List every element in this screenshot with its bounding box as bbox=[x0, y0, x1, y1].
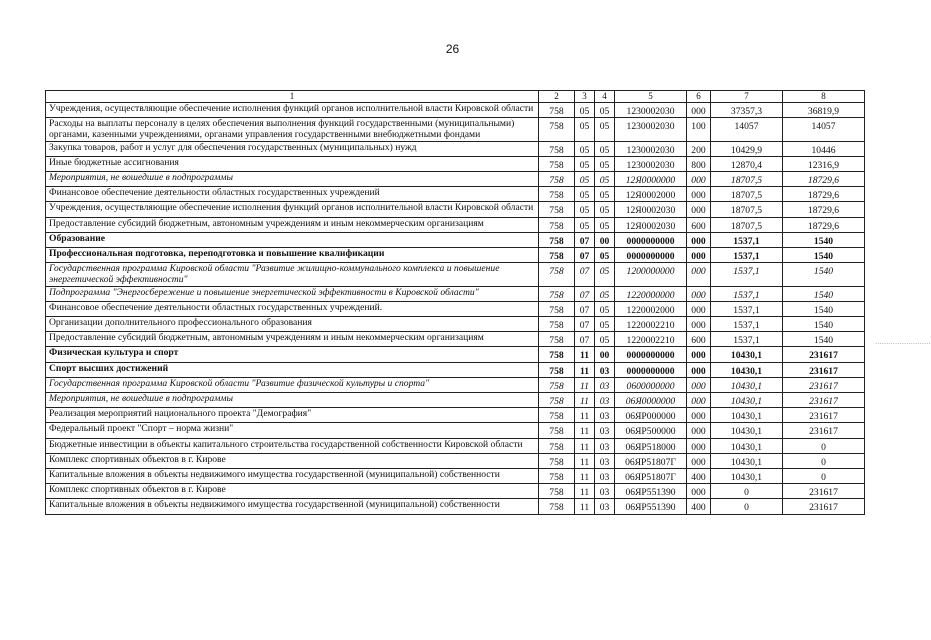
table-row bbox=[46, 438, 865, 453]
expense-type-code: 000 bbox=[687, 248, 711, 263]
row-name: Предоставление субсидий бюджетным, автономным учреждениям и иным некоммерческим организациям bbox=[46, 217, 539, 232]
subsection-code: 05 bbox=[595, 332, 615, 347]
row-name: Профессиональная подготовка, переподготовка и повышение квалификации bbox=[46, 248, 539, 263]
subsection-code: 05 bbox=[595, 187, 615, 202]
row-name: Подпрограмма "Энергосбережение и повышение энергетической эффективности в Кировской области" bbox=[46, 286, 539, 301]
amount-col7: 1537,1 bbox=[711, 301, 783, 316]
table-row bbox=[46, 423, 865, 438]
subsection-code: 03 bbox=[595, 362, 615, 377]
amount-col7: 10430,1 bbox=[711, 362, 783, 377]
row-name: Физическая культура и спорт bbox=[46, 347, 539, 362]
amount-col7: 0 bbox=[711, 499, 783, 514]
section-code: 11 bbox=[575, 362, 595, 377]
target-item-code: 12Я0000000 bbox=[615, 172, 687, 187]
target-item-code: 0000000000 bbox=[615, 347, 687, 362]
amount-col8: 1540 bbox=[783, 317, 865, 332]
expense-type-code: 000 bbox=[687, 393, 711, 408]
expense-type-code: 000 bbox=[687, 347, 711, 362]
row-name: Капитальные вложения в объекты недвижимого имущества государственной (муниципальной) собственности bbox=[46, 499, 539, 514]
section-code: 11 bbox=[575, 438, 595, 453]
row-name: Учреждения, осуществляющие обеспечение исполнения функций органов исполнительной власти Кировской области bbox=[46, 103, 539, 118]
ved-code: 758 bbox=[539, 438, 575, 453]
ved-code: 758 bbox=[539, 408, 575, 423]
row-name: Расходы на выплаты персоналу в целях обеспечения выполнения функций государственными (муниципальными) органами, казенными учреждениями, органами управления государственными внебюджетными фондами bbox=[46, 118, 539, 141]
amount-col7: 37357,3 bbox=[711, 103, 783, 118]
amount-col7: 1537,1 bbox=[711, 232, 783, 247]
section-code: 11 bbox=[575, 453, 595, 468]
amount-col7: 12870,4 bbox=[711, 156, 783, 171]
subsection-code: 05 bbox=[595, 172, 615, 187]
subsection-code: 05 bbox=[595, 286, 615, 301]
expense-type-code: 200 bbox=[687, 141, 711, 156]
amount-col8: 10446 bbox=[783, 141, 865, 156]
amount-col8: 231617 bbox=[783, 362, 865, 377]
target-item-code: 0000000000 bbox=[615, 232, 687, 247]
section-code: 11 bbox=[575, 484, 595, 499]
amount-col7: 0 bbox=[711, 484, 783, 499]
header-cell: 8 bbox=[783, 91, 865, 103]
target-item-code: 06ЯР51807Г bbox=[615, 453, 687, 468]
table-row bbox=[46, 217, 865, 232]
amount-col7: 10430,1 bbox=[711, 438, 783, 453]
expense-type-code: 000 bbox=[687, 187, 711, 202]
page-number: 26 bbox=[445, 42, 460, 56]
section-code: 11 bbox=[575, 377, 595, 392]
table-row bbox=[46, 141, 865, 156]
amount-col7: 10430,1 bbox=[711, 377, 783, 392]
section-code: 07 bbox=[575, 332, 595, 347]
expense-type-code: 000 bbox=[687, 286, 711, 301]
target-item-code: 06ЯР51807Г bbox=[615, 469, 687, 484]
amount-col7: 10430,1 bbox=[711, 347, 783, 362]
section-code: 05 bbox=[575, 172, 595, 187]
row-name: Финансовое обеспечение деятельности областных государственных учреждений bbox=[46, 187, 539, 202]
section-code: 05 bbox=[575, 141, 595, 156]
section-code: 05 bbox=[575, 217, 595, 232]
target-item-code: 1230002030 bbox=[615, 103, 687, 118]
row-name: Мероприятия, не вошедшие в подпрограммы bbox=[46, 172, 539, 187]
amount-col7: 10430,1 bbox=[711, 453, 783, 468]
amount-col8: 18729,6 bbox=[783, 202, 865, 217]
header-cell: 2 bbox=[539, 91, 575, 103]
expense-type-code: 000 bbox=[687, 202, 711, 217]
ved-code: 758 bbox=[539, 347, 575, 362]
target-item-code: 12Я0002030 bbox=[615, 202, 687, 217]
row-name: Комплекс спортивных объектов в г. Кирове bbox=[46, 484, 539, 499]
amount-col8: 231617 bbox=[783, 423, 865, 438]
target-item-code: 12Я0002000 bbox=[615, 187, 687, 202]
expense-type-code: 600 bbox=[687, 332, 711, 347]
row-name: Федеральный проект "Спорт – норма жизни" bbox=[46, 423, 539, 438]
ved-code: 758 bbox=[539, 217, 575, 232]
target-item-code: 1200000000 bbox=[615, 263, 687, 286]
target-item-code: 1230002030 bbox=[615, 141, 687, 156]
row-name: Спорт высших достижений bbox=[46, 362, 539, 377]
subsection-code: 05 bbox=[595, 156, 615, 171]
table-row bbox=[46, 103, 865, 118]
table-row bbox=[46, 469, 865, 484]
subsection-code: 03 bbox=[595, 438, 615, 453]
subsection-code: 03 bbox=[595, 423, 615, 438]
expense-type-code: 400 bbox=[687, 499, 711, 514]
target-item-code: 0600000000 bbox=[615, 377, 687, 392]
header-cell: 7 bbox=[711, 91, 783, 103]
amount-col7: 10430,1 bbox=[711, 469, 783, 484]
expense-type-code: 000 bbox=[687, 317, 711, 332]
table-row bbox=[46, 393, 865, 408]
row-name: Реализация мероприятий национального проекта "Демография" bbox=[46, 408, 539, 423]
subsection-code: 03 bbox=[595, 377, 615, 392]
ved-code: 758 bbox=[539, 469, 575, 484]
expense-type-code: 000 bbox=[687, 172, 711, 187]
amount-col7: 10429,9 bbox=[711, 141, 783, 156]
ved-code: 758 bbox=[539, 103, 575, 118]
amount-col7: 18707,5 bbox=[711, 217, 783, 232]
amount-col8: 231617 bbox=[783, 377, 865, 392]
table-row bbox=[46, 156, 865, 171]
expense-type-code: 000 bbox=[687, 453, 711, 468]
ved-code: 758 bbox=[539, 499, 575, 514]
ved-code: 758 bbox=[539, 317, 575, 332]
amount-col8: 1540 bbox=[783, 232, 865, 247]
amount-col8: 231617 bbox=[783, 393, 865, 408]
expense-type-code: 000 bbox=[687, 362, 711, 377]
expense-type-code: 000 bbox=[687, 377, 711, 392]
amount-col7: 18707,5 bbox=[711, 172, 783, 187]
section-code: 05 bbox=[575, 202, 595, 217]
table-row bbox=[46, 499, 865, 514]
target-item-code: 1220002210 bbox=[615, 332, 687, 347]
row-name: Комплекс спортивных объектов в г. Кирове bbox=[46, 453, 539, 468]
header-cell: 4 bbox=[595, 91, 615, 103]
amount-col7: 1537,1 bbox=[711, 263, 783, 286]
table-row bbox=[46, 187, 865, 202]
table-row bbox=[46, 301, 865, 316]
amount-col7: 1537,1 bbox=[711, 286, 783, 301]
expense-type-code: 000 bbox=[687, 263, 711, 286]
amount-col7: 18707,5 bbox=[711, 202, 783, 217]
row-name: Предоставление субсидий бюджетным, автономным учреждениям и иным некоммерческим организациям bbox=[46, 332, 539, 347]
subsection-code: 05 bbox=[595, 202, 615, 217]
ved-code: 758 bbox=[539, 118, 575, 141]
table-row bbox=[46, 317, 865, 332]
amount-col8: 12316,9 bbox=[783, 156, 865, 171]
table-row bbox=[46, 332, 865, 347]
amount-col8: 0 bbox=[783, 453, 865, 468]
table-row bbox=[46, 377, 865, 392]
section-code: 11 bbox=[575, 423, 595, 438]
section-code: 07 bbox=[575, 263, 595, 286]
amount-col8: 18729,6 bbox=[783, 217, 865, 232]
expense-type-code: 800 bbox=[687, 156, 711, 171]
row-name: Организации дополнительного профессионального образования bbox=[46, 317, 539, 332]
target-item-code: 06ЯР518000 bbox=[615, 438, 687, 453]
table-row bbox=[46, 286, 865, 301]
amount-col8: 18729,6 bbox=[783, 172, 865, 187]
row-name: Бюджетные инвестиции в объекты капитального строительства государственной собственности Кировской области bbox=[46, 438, 539, 453]
ved-code: 758 bbox=[539, 332, 575, 347]
expense-type-code: 000 bbox=[687, 438, 711, 453]
row-name: Закупка товаров, работ и услуг для обеспечения государственных (муниципальных) нужд bbox=[46, 141, 539, 156]
target-item-code: 06ЯР551390 bbox=[615, 484, 687, 499]
amount-col8: 1540 bbox=[783, 301, 865, 316]
amount-col7: 10430,1 bbox=[711, 393, 783, 408]
subsection-code: 05 bbox=[595, 103, 615, 118]
target-item-code: 1220002210 bbox=[615, 317, 687, 332]
amount-col7: 10430,1 bbox=[711, 408, 783, 423]
subsection-code: 05 bbox=[595, 248, 615, 263]
target-item-code: 06ЯР000000 bbox=[615, 408, 687, 423]
section-code: 05 bbox=[575, 103, 595, 118]
amount-col8: 231617 bbox=[783, 484, 865, 499]
target-item-code: 06ЯР500000 bbox=[615, 423, 687, 438]
amount-col8: 1540 bbox=[783, 286, 865, 301]
section-code: 11 bbox=[575, 469, 595, 484]
amount-col8: 36819,9 bbox=[783, 103, 865, 118]
subsection-code: 05 bbox=[595, 141, 615, 156]
section-code: 07 bbox=[575, 301, 595, 316]
section-code: 07 bbox=[575, 248, 595, 263]
ved-code: 758 bbox=[539, 248, 575, 263]
subsection-code: 03 bbox=[595, 408, 615, 423]
ved-code: 758 bbox=[539, 156, 575, 171]
expense-type-code: 000 bbox=[687, 423, 711, 438]
table-row bbox=[46, 118, 865, 141]
expense-type-code: 100 bbox=[687, 118, 711, 141]
amount-col8: 231617 bbox=[783, 499, 865, 514]
header-cell: 5 bbox=[615, 91, 687, 103]
ved-code: 758 bbox=[539, 423, 575, 438]
amount-col8: 1540 bbox=[783, 263, 865, 286]
amount-col8: 231617 bbox=[783, 347, 865, 362]
amount-col7: 10430,1 bbox=[711, 423, 783, 438]
amount-col7: 1537,1 bbox=[711, 317, 783, 332]
row-name: Иные бюджетные ассигнования bbox=[46, 156, 539, 171]
amount-col8: 1540 bbox=[783, 332, 865, 347]
subsection-code: 03 bbox=[595, 469, 615, 484]
target-item-code: 1220002000 bbox=[615, 301, 687, 316]
table-row bbox=[46, 248, 865, 263]
subsection-code: 05 bbox=[595, 118, 615, 141]
expense-type-code: 000 bbox=[687, 232, 711, 247]
ved-code: 758 bbox=[539, 453, 575, 468]
target-item-code: 0000000000 bbox=[615, 362, 687, 377]
section-code: 07 bbox=[575, 286, 595, 301]
expense-type-code: 000 bbox=[687, 484, 711, 499]
amount-col7: 14057 bbox=[711, 118, 783, 141]
ved-code: 758 bbox=[539, 362, 575, 377]
amount-col7: 18707,5 bbox=[711, 187, 783, 202]
header-cell: 3 bbox=[575, 91, 595, 103]
subsection-code: 05 bbox=[595, 317, 615, 332]
subsection-code: 05 bbox=[595, 301, 615, 316]
ved-code: 758 bbox=[539, 263, 575, 286]
amount-col8: 0 bbox=[783, 469, 865, 484]
row-name: Капитальные вложения в объекты недвижимого имущества государственной (муниципальной) собственности bbox=[46, 469, 539, 484]
ved-code: 758 bbox=[539, 484, 575, 499]
table-row bbox=[46, 362, 865, 377]
table-row bbox=[46, 408, 865, 423]
row-name: Государственная программа Кировской области "Развитие физической культуры и спорта" bbox=[46, 377, 539, 392]
table-row bbox=[46, 202, 865, 217]
target-item-code: 12Я0002030 bbox=[615, 217, 687, 232]
subsection-code: 00 bbox=[595, 232, 615, 247]
row-name: Финансовое обеспечение деятельности областных государственных учреждений. bbox=[46, 301, 539, 316]
amount-col8: 14057 bbox=[783, 118, 865, 141]
table-row bbox=[46, 484, 865, 499]
section-code: 11 bbox=[575, 393, 595, 408]
header-cell: 1 bbox=[46, 91, 539, 103]
subsection-code: 03 bbox=[595, 484, 615, 499]
subsection-code: 05 bbox=[595, 263, 615, 286]
expense-type-code: 000 bbox=[687, 103, 711, 118]
expense-type-code: 000 bbox=[687, 301, 711, 316]
table-row bbox=[46, 232, 865, 247]
row-name: Государственная программа Кировской области "Развитие жилищно-коммунального комплекса и повышение энергетической эффективности" bbox=[46, 263, 539, 286]
header-cell: 6 bbox=[687, 91, 711, 103]
section-code: 07 bbox=[575, 232, 595, 247]
ved-code: 758 bbox=[539, 202, 575, 217]
section-code: 07 bbox=[575, 317, 595, 332]
table-body bbox=[46, 103, 865, 515]
table-row bbox=[46, 263, 865, 286]
ved-code: 758 bbox=[539, 141, 575, 156]
section-code: 05 bbox=[575, 118, 595, 141]
section-code: 11 bbox=[575, 408, 595, 423]
target-item-code: 0000000000 bbox=[615, 248, 687, 263]
header-row bbox=[46, 91, 865, 103]
ved-code: 758 bbox=[539, 377, 575, 392]
amount-col8: 18729,6 bbox=[783, 187, 865, 202]
amount-col7: 1537,1 bbox=[711, 332, 783, 347]
expense-type-code: 400 bbox=[687, 469, 711, 484]
table-row bbox=[46, 347, 865, 362]
subsection-code: 03 bbox=[595, 453, 615, 468]
subsection-code: 05 bbox=[595, 217, 615, 232]
target-item-code: 1220000000 bbox=[615, 286, 687, 301]
section-code: 05 bbox=[575, 187, 595, 202]
budget-table bbox=[45, 90, 865, 515]
target-item-code: 1230002030 bbox=[615, 156, 687, 171]
ved-code: 758 bbox=[539, 301, 575, 316]
row-name: Образование bbox=[46, 232, 539, 247]
ved-code: 758 bbox=[539, 286, 575, 301]
ved-code: 758 bbox=[539, 172, 575, 187]
section-code: 11 bbox=[575, 499, 595, 514]
target-item-code: 06ЯР551390 bbox=[615, 499, 687, 514]
amount-col7: 1537,1 bbox=[711, 248, 783, 263]
expense-type-code: 000 bbox=[687, 408, 711, 423]
amount-col8: 0 bbox=[783, 438, 865, 453]
row-name: Учреждения, осуществляющие обеспечение исполнения функций органов исполнительной власти Кировской области bbox=[46, 202, 539, 217]
subsection-code: 00 bbox=[595, 347, 615, 362]
section-code: 11 bbox=[575, 347, 595, 362]
section-code: 05 bbox=[575, 156, 595, 171]
row-name: Мероприятия, не вошедшие в подпрограммы bbox=[46, 393, 539, 408]
subsection-code: 03 bbox=[595, 499, 615, 514]
ved-code: 758 bbox=[539, 393, 575, 408]
table-row bbox=[46, 453, 865, 468]
target-item-code: 1230002030 bbox=[615, 118, 687, 141]
amount-col8: 231617 bbox=[783, 408, 865, 423]
ved-code: 758 bbox=[539, 232, 575, 247]
expense-type-code: 600 bbox=[687, 217, 711, 232]
scan-edge-mark: ························· bbox=[875, 340, 931, 348]
amount-col8: 1540 bbox=[783, 248, 865, 263]
ved-code: 758 bbox=[539, 187, 575, 202]
subsection-code: 03 bbox=[595, 393, 615, 408]
table-row bbox=[46, 172, 865, 187]
target-item-code: 06Я0000000 bbox=[615, 393, 687, 408]
